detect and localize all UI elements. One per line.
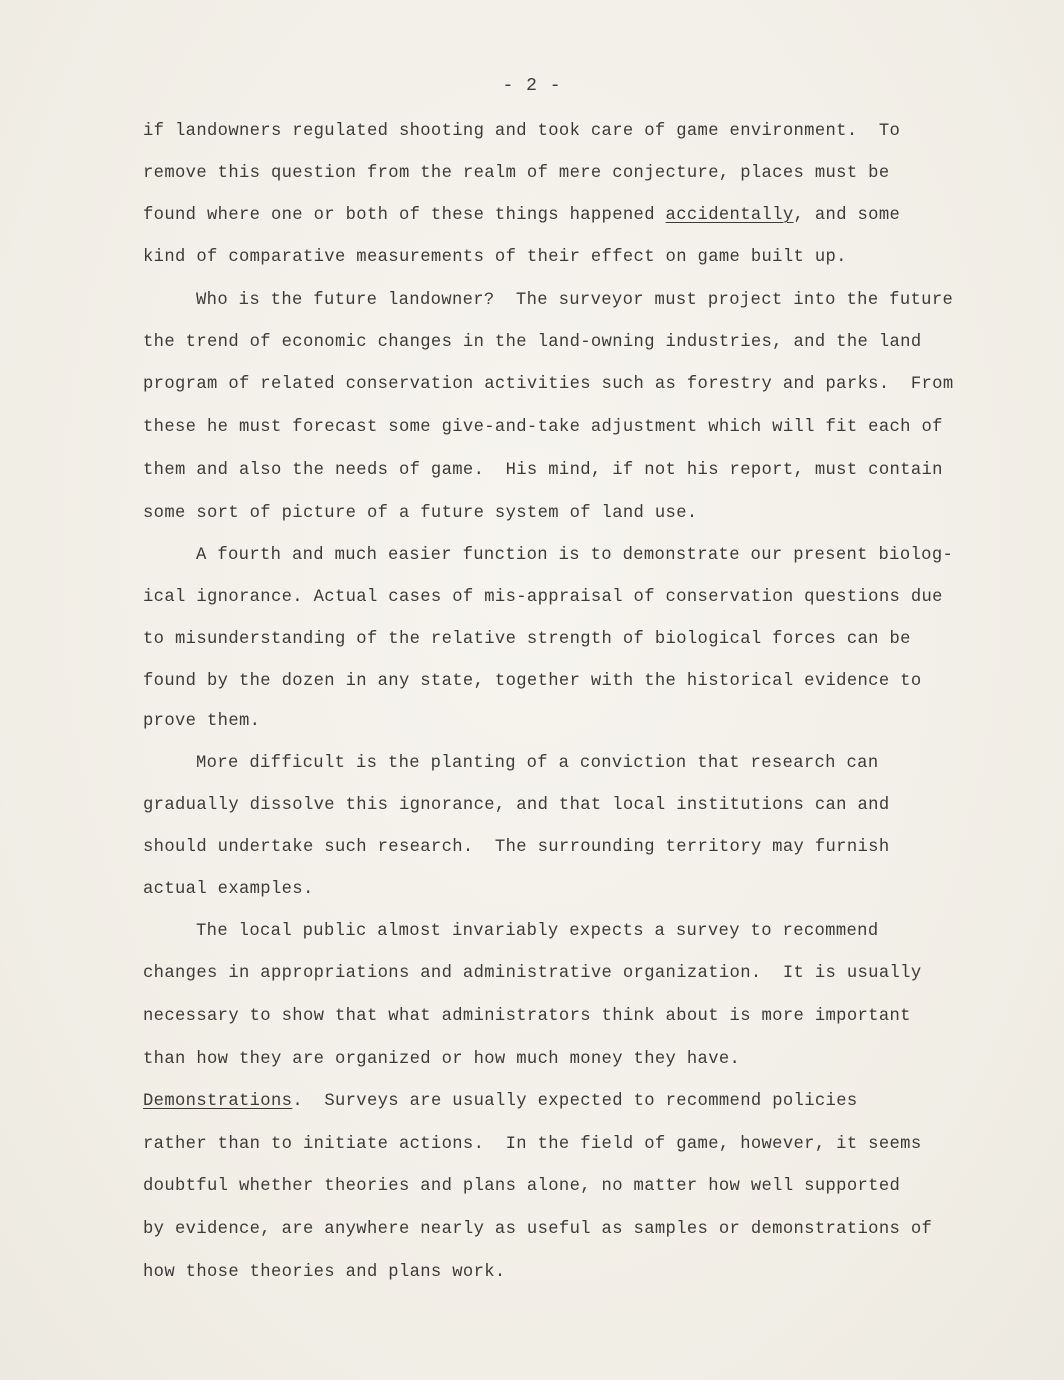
text-line: ical ignorance. Actual cases of mis-appraisal of conservation questions due xyxy=(143,588,943,607)
text-line: Who is the future landowner? The surveyor must project into the future xyxy=(196,291,954,310)
page-number: - 2 - xyxy=(502,76,562,96)
text-line: The local public almost invariably expects a survey to recommend xyxy=(196,922,879,941)
text-line: than how they are organized or how much money they have. xyxy=(143,1050,741,1069)
text-line: them and also the needs of game. His mind, if not his report, must contain xyxy=(143,461,943,480)
text-line: found by the dozen in any state, together with the historical evidence to xyxy=(143,672,922,691)
text-line: doubtful whether theories and plans alone, no matter how well supported xyxy=(143,1177,901,1196)
text-line: the trend of economic changes in the land-owning industries, and the land xyxy=(143,333,922,352)
text-line: actual examples. xyxy=(143,880,314,899)
text-line: changes in appropriations and administrative organization. It is usually xyxy=(143,964,922,983)
text-line: rather than to initiate actions. In the field of game, however, it seems xyxy=(143,1135,922,1154)
text-line: gradually dissolve this ignorance, and that local institutions can and xyxy=(143,796,890,815)
text-line: More difficult is the planting of a conviction that research can xyxy=(196,754,879,773)
text-line: by evidence, are anywhere nearly as useful as samples or demonstrations of xyxy=(143,1220,933,1239)
underlined-word: accidentally xyxy=(665,206,794,225)
text-line: necessary to show that what administrators think about is more important xyxy=(143,1007,911,1026)
text-line: remove this question from the realm of mere conjecture, places must be xyxy=(143,164,890,183)
text-line: program of related conservation activities such as forestry and parks. From xyxy=(143,375,954,394)
section-heading-demonstrations: Demonstrations xyxy=(143,1092,293,1111)
text-line-with-heading xyxy=(143,1091,858,1113)
text-line-underlined xyxy=(143,205,900,227)
text-line: A fourth and much easier function is to demonstrate our present biolog- xyxy=(196,546,954,565)
heading-period: . xyxy=(292,1092,325,1111)
text-line: if landowners regulated shooting and took care of game environment. To xyxy=(143,122,901,141)
text-fragment: , and some xyxy=(793,206,901,225)
text-line: to misunderstanding of the relative strength of biological forces can be xyxy=(143,630,911,649)
text-fragment: found where one or both of these things happened xyxy=(143,206,666,225)
text-line: prove them. xyxy=(143,712,261,731)
text-line: should undertake such research. The surrounding territory may furnish xyxy=(143,838,890,857)
text-line: these he must forecast some give-and-take adjustment which will fit each of xyxy=(143,418,943,437)
text-line: some sort of picture of a future system of land use. xyxy=(143,504,698,523)
text-line: how those theories and plans work. xyxy=(143,1263,506,1282)
text-line: kind of comparative measurements of their effect on game built up. xyxy=(143,248,847,267)
text-fragment: Surveys are usually expected to recommend policies xyxy=(324,1092,858,1111)
